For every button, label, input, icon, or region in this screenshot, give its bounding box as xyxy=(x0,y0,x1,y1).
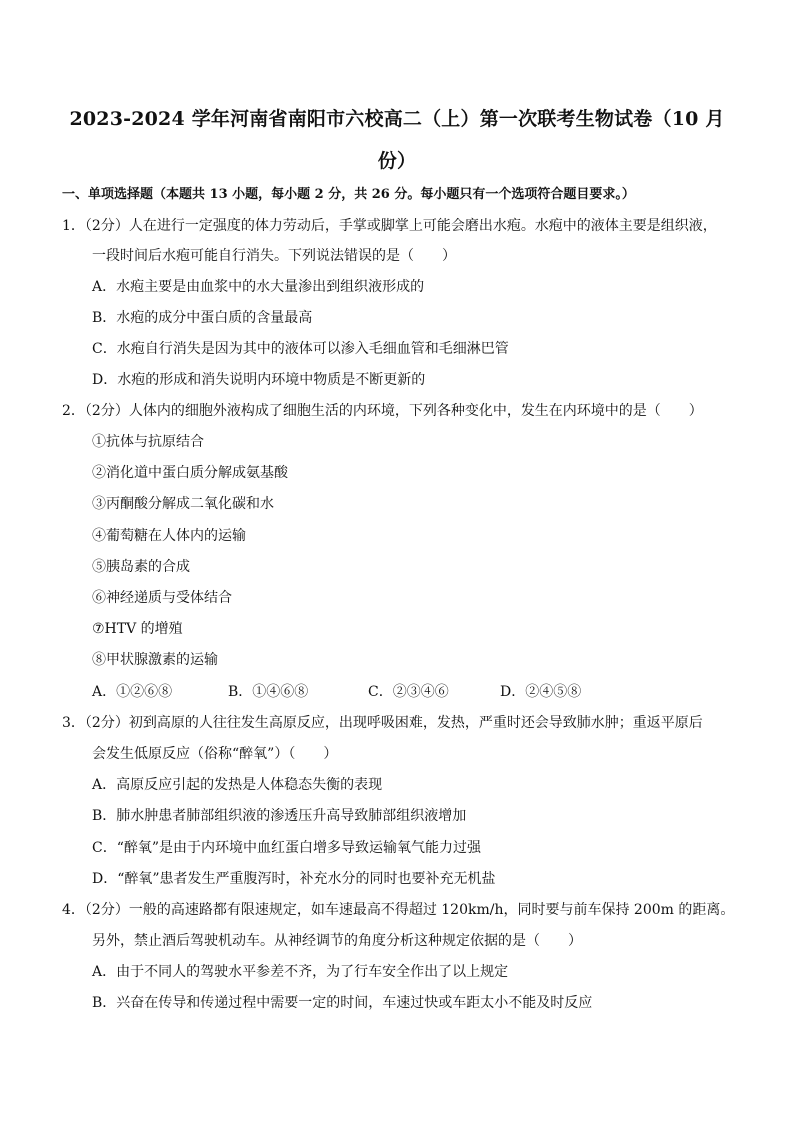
q2-item-4: ④葡萄糖在人体内的运输 xyxy=(92,528,246,544)
q2-item-8: ⑧甲状腺激素的运输 xyxy=(92,652,218,668)
q3-stem-line2: 会发生低原反应（俗称“醉氧”）（ ） xyxy=(92,746,338,762)
q1-option-b: B．水疱的成分中蛋白质的含量最高 xyxy=(92,310,313,326)
exam-title-line1: 2023-2024 学年河南省南阳市六校高二（上）第一次联考生物试卷（10 月 xyxy=(69,108,725,130)
q2-item-2: ②消化道中蛋白质分解成氨基酸 xyxy=(92,465,288,481)
q1-stem-line2: 一段时间后水疱可能自行消失。下列说法错误的是（ ） xyxy=(92,248,456,264)
q4-stem-line1: 4．（2分）一般的高速路都有限速规定，如车速最高不得超过 120km/h，同时要与前车保持 200m 的距离。 xyxy=(62,902,735,918)
q2-item-1: ①抗体与抗原结合 xyxy=(92,434,204,450)
q2-item-7: ⑦HTV 的增殖 xyxy=(92,621,183,637)
q2-stem-line1: 2．（2分）人体内的细胞外液构成了细胞生活的内环境，下列各种变化中，发生在内环境中的是（ ） xyxy=(62,403,703,419)
q4-option-b: B．兴奋在传导和传递过程中需要一定的时间，车速过快或车距太小不能及时反应 xyxy=(92,995,593,1011)
q2-option-b: B．①④⑥⑧ xyxy=(228,684,309,700)
exam-title-line2: 份） xyxy=(377,150,417,172)
q4-stem-line2: 另外，禁止酒后驾驶机动车。从神经调节的角度分析这种规定依据的是（ ） xyxy=(92,933,582,949)
q2-option-d: D．②④⑤⑧ xyxy=(500,684,582,700)
section-heading: 一、单项选择题（本题共 13 小题，每小题 2 分，共 26 分。每小题只有一个选项符合题目要求。） xyxy=(62,187,635,202)
q2-option-c: C．②③④⑥ xyxy=(368,684,449,700)
q1-option-c: C．水疱自行消失是因为其中的液体可以渗入毛细血管和毛细淋巴管 xyxy=(92,341,509,357)
q1-option-d: D．水疱的形成和消失说明内环境中物质是不断更新的 xyxy=(92,372,426,388)
q3-option-c: C．“醉氧”是由于内环境中血红蛋白增多导致运输氧气能力过强 xyxy=(92,840,482,856)
q1-option-a: A．水疱主要是由血浆中的水大量渗出到组织液形成的 xyxy=(92,279,425,295)
q2-item-6: ⑥神经递质与受体结合 xyxy=(92,590,232,606)
q1-stem-line1: 1．（2分）人在进行一定强度的体力劳动后，手掌或脚掌上可能会磨出水疱。水疱中的液体主要是组织液， xyxy=(62,218,717,234)
q3-stem-line1: 3．（2分）初到高原的人往往发生高原反应，出现呼吸困难，发热，严重时还会导致肺水肿；重返平原后 xyxy=(62,715,703,731)
q2-item-3: ③丙酮酸分解成二氧化碳和水 xyxy=(92,496,274,512)
q3-option-a: A．高原反应引起的发热是人体稳态失衡的表现 xyxy=(92,777,383,793)
q3-option-b: B．肺水肿患者肺部组织液的渗透压升高导致肺部组织液增加 xyxy=(92,808,467,824)
q3-option-d: D．“醉氧”患者发生严重腹泻时，补充水分的同时也要补充无机盐 xyxy=(92,871,496,887)
q2-item-5: ⑤胰岛素的合成 xyxy=(92,559,190,575)
q2-option-a: A．①②⑥⑧ xyxy=(92,684,173,700)
q4-option-a: A．由于不同人的驾驶水平参差不齐，为了行车安全作出了以上规定 xyxy=(92,964,509,980)
